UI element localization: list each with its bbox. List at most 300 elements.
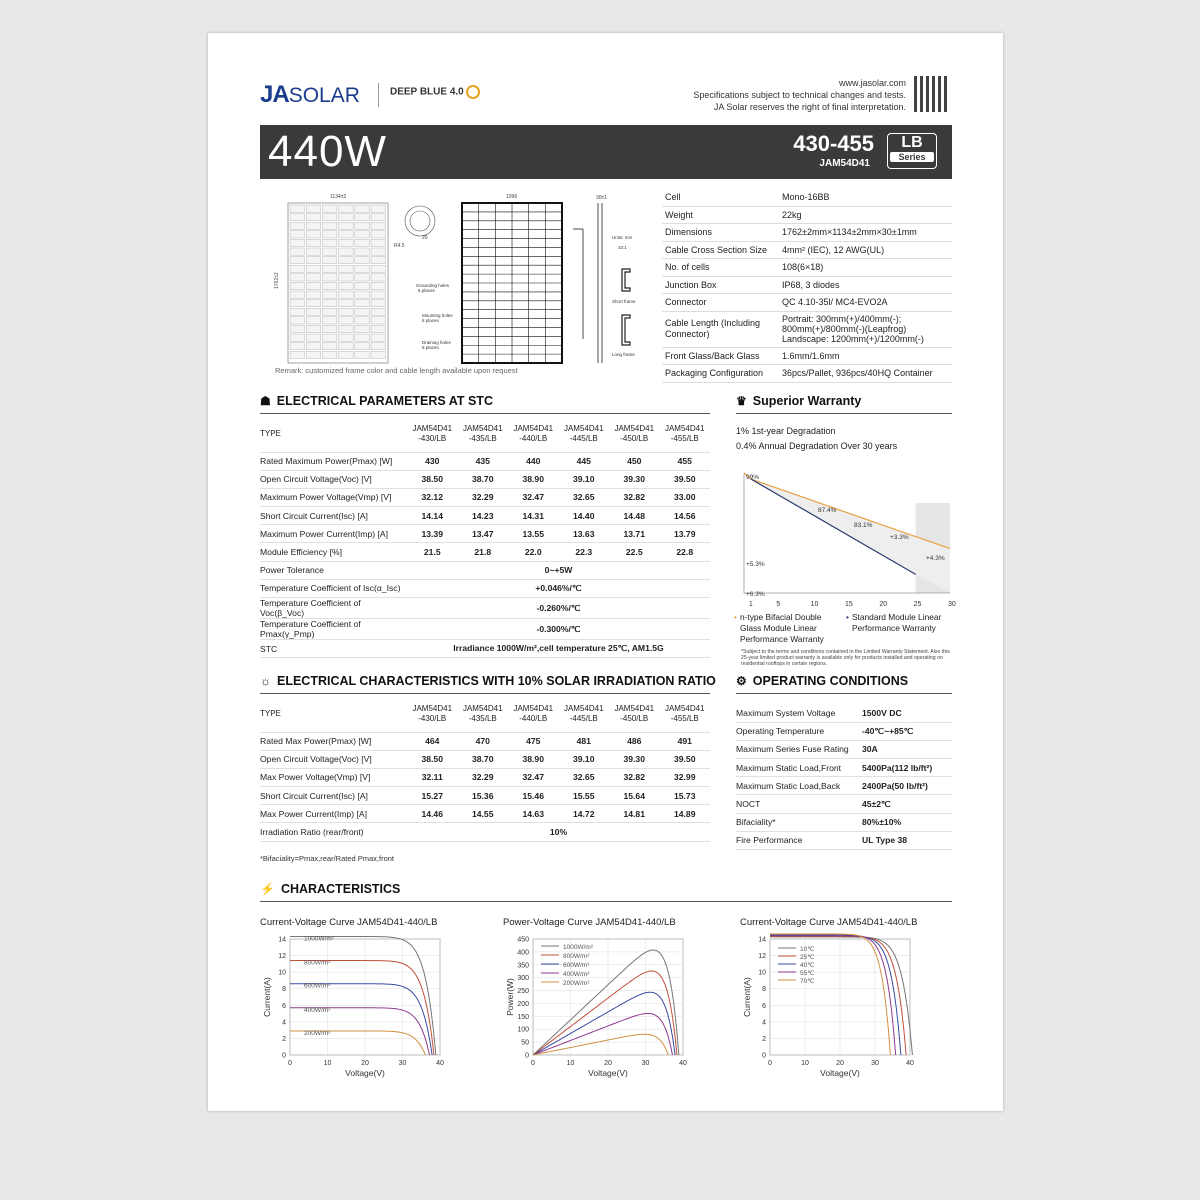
spec-value: 1.6mm/1.6mm (782, 350, 840, 361)
param-value: 15.46 (508, 787, 559, 805)
back-cell (339, 317, 354, 324)
back-cell (371, 257, 386, 264)
spec-key: Front Glass/Back Glass (665, 350, 760, 361)
table-row (260, 598, 710, 619)
spec-value: IP68, 3 diodes (782, 279, 840, 290)
y-tick-label: 12 (278, 953, 286, 961)
y-tick-label: 50 (521, 1039, 529, 1047)
param-value: 14.89 (660, 805, 711, 823)
back-cell (290, 248, 305, 255)
dim-depth: 30±1 (596, 195, 608, 201)
warranty-x-tick: 10 (810, 601, 819, 608)
param-value: 38.70 (458, 470, 509, 488)
legend-label: 200W/m² (304, 1029, 331, 1037)
table-row (260, 543, 710, 561)
param-value: 481 (559, 732, 610, 750)
back-cell (306, 265, 321, 272)
table-row (736, 831, 952, 849)
chart-title: Current-Voltage Curve JAM54D41-440/LB (260, 917, 438, 928)
legend-standard-marker: • (846, 612, 849, 622)
param-value: 13.71 (609, 525, 660, 543)
back-cell (322, 334, 337, 341)
param-value: 32.12 (407, 488, 458, 506)
legend-ntype-marker: • (734, 612, 737, 622)
x-tick-label: 20 (836, 1060, 844, 1067)
table-row (736, 722, 952, 740)
param-value: 430 (407, 452, 458, 470)
warranty-heading-icon: ♛ (736, 394, 747, 408)
chart-title: Power-Voltage Curve JAM54D41-440/LB (503, 917, 676, 928)
back-cell (339, 222, 354, 229)
legend-label: 1000W/m² (563, 944, 593, 951)
legend-label: 70℃ (800, 978, 815, 985)
back-cell (290, 291, 305, 298)
back-cell (290, 265, 305, 272)
curve-series (770, 936, 901, 1055)
back-cell (339, 334, 354, 341)
logo-divider (378, 83, 379, 107)
back-cell (355, 274, 370, 281)
back-cell (322, 214, 337, 221)
condition-value: 80%±10% (862, 813, 952, 831)
condition-label: Maximum Static Load,Back (736, 777, 862, 795)
param-value: 10% (407, 823, 710, 841)
legend-standard-text: Standard Module Linear Performance Warranty (851, 612, 942, 633)
back-cell (371, 334, 386, 341)
back-cell (306, 282, 321, 289)
brand-solar: SOLAR (288, 84, 360, 107)
spec-value: QC 4.10-35l/ MC4-EVO2A (782, 297, 888, 308)
param-value: 39.30 (609, 750, 660, 768)
param-value: 455 (660, 452, 711, 470)
notice-line-1: Specifications subject to technical changes and tests. (693, 90, 906, 100)
label-mounting-n: 8 places (422, 318, 439, 323)
x-tick-label: 10 (566, 1060, 575, 1067)
back-cell (339, 282, 354, 289)
back-cell (290, 317, 305, 324)
table-row (260, 452, 710, 470)
param-value: 32.47 (508, 768, 559, 786)
param-value: 32.82 (609, 488, 660, 506)
irr-rule (260, 693, 710, 694)
series-badge (887, 133, 937, 169)
spec-row (662, 207, 952, 225)
stc-heading-icon: ☗ (260, 394, 271, 408)
back-cell (355, 351, 370, 358)
curve-series (533, 950, 679, 1055)
y-tick-label: 10 (758, 969, 766, 977)
param-label: Power Tolerance (260, 561, 407, 579)
back-cell (371, 274, 386, 281)
condition-value: UL Type 38 (862, 831, 952, 849)
condition-label: Maximum System Voltage (736, 704, 862, 722)
qr-code-icon (914, 76, 950, 112)
param-value: 15.36 (458, 787, 509, 805)
back-cell (339, 257, 354, 264)
param-value: 38.90 (508, 470, 559, 488)
y-tick-label: 4 (282, 1019, 286, 1027)
deep-blue-logo (390, 85, 480, 99)
pv-curve-chart (501, 911, 731, 1076)
param-value: 14.40 (559, 507, 610, 525)
warranty-x-tick: 20 (879, 601, 888, 608)
param-value: 32.99 (660, 768, 711, 786)
spec-row (662, 259, 952, 277)
curve-series (770, 934, 890, 1055)
spec-row (662, 242, 952, 260)
type-header: JAM54D41 -450/LB (609, 697, 660, 732)
x-tick-label: 30 (641, 1060, 650, 1067)
back-cell (371, 308, 386, 315)
warranty-annotation: +5.3% (746, 561, 765, 568)
characteristics-heading-icon: ⚡ (260, 882, 275, 896)
banner-model: JAM54D41 (819, 158, 870, 169)
x-tick-label: 0 (288, 1060, 292, 1067)
warranty-heading (736, 394, 861, 408)
label-scale: 10:1 (618, 245, 627, 250)
back-cell (355, 325, 370, 332)
back-cell (339, 239, 354, 246)
back-cell (371, 291, 386, 298)
y-tick-label: 6 (762, 1002, 766, 1010)
param-value: 14.72 (559, 805, 610, 823)
condition-value: 5400Pa(112 lb/ft²) (862, 759, 952, 777)
y-tick-label: 14 (758, 936, 766, 944)
x-axis-label: Voltage(V) (345, 1068, 385, 1078)
back-cell (306, 351, 321, 358)
curve-series (770, 935, 896, 1055)
back-cell (290, 239, 305, 246)
back-cell (371, 325, 386, 332)
dim-inner: 1096 (506, 194, 518, 200)
warranty-chart (730, 465, 956, 610)
condition-label: Maximum Series Fuse Rating (736, 740, 862, 758)
param-value: 464 (407, 732, 458, 750)
warranty-title: Superior Warranty (752, 394, 862, 408)
back-cell (290, 205, 305, 212)
back-cell (322, 248, 337, 255)
back-cell (306, 231, 321, 238)
back-cell (371, 222, 386, 229)
back-cell (306, 325, 321, 332)
param-value: 22.0 (508, 543, 559, 561)
param-value: 15.73 (660, 787, 711, 805)
stc-title: ELECTRICAL PARAMETERS AT STC (276, 394, 493, 408)
back-cell (355, 300, 370, 307)
warranty-annotation: +3.3% (890, 534, 909, 541)
y-tick-label: 150 (517, 1013, 529, 1021)
back-cell (290, 308, 305, 315)
param-value: 470 (458, 732, 509, 750)
back-cell (339, 343, 354, 350)
param-value: 440 (508, 452, 559, 470)
table-row (736, 777, 952, 795)
back-cell (339, 248, 354, 255)
bifaciality-note: *Bifaciality=Pmax,rear/Rated Pmax,front (260, 854, 395, 863)
back-cell (306, 214, 321, 221)
label-grounding-n: 6 places (418, 288, 435, 293)
back-cell (290, 214, 305, 221)
x-tick-label: 30 (871, 1060, 879, 1067)
dim-height: 1762±2 (274, 272, 280, 289)
back-cell (371, 265, 386, 272)
param-value: 14.56 (660, 507, 711, 525)
condition-label: Operating Temperature (736, 722, 862, 740)
back-cell (355, 205, 370, 212)
param-value: 32.47 (508, 488, 559, 506)
frame-profiles (622, 269, 630, 345)
spec-row (662, 312, 952, 348)
type-header: JAM54D41 -430/LB (407, 697, 458, 732)
back-cell (339, 274, 354, 281)
deep-blue-ring-icon (466, 85, 480, 99)
param-label: Max Power Voltage(Vmp) [V] (260, 768, 407, 786)
param-value: -0.300%/℃ (407, 619, 710, 640)
back-cell (322, 222, 337, 229)
warranty-annotation: 83.1% (854, 522, 873, 529)
param-value: 22.3 (559, 543, 610, 561)
back-cell (339, 325, 354, 332)
param-value: 13.79 (660, 525, 711, 543)
y-axis-label: Power(W) (505, 978, 515, 1016)
operating-heading (736, 674, 908, 688)
table-row (260, 768, 710, 786)
y-tick-label: 10 (278, 969, 286, 977)
x-tick-label: 0 (531, 1060, 535, 1067)
back-cell (306, 291, 321, 298)
table-row (260, 787, 710, 805)
back-cell (355, 282, 370, 289)
param-value: 13.55 (508, 525, 559, 543)
stc-table (260, 417, 710, 658)
notice-line-2: JA Solar reserves the right of final interpretation. (713, 102, 906, 112)
param-label: Irradiation Ratio (rear/front) (260, 823, 407, 841)
irr-heading (260, 674, 716, 688)
param-label: STC (260, 640, 407, 658)
table-row (260, 470, 710, 488)
spec-key: Junction Box (665, 279, 717, 290)
condition-value: 45±2℃ (862, 795, 952, 813)
param-label: Maximum Power Voltage(Vmp) [V] (260, 488, 407, 506)
curve-series (290, 984, 432, 1055)
param-label: Rated Maximum Power(Pmax) [W] (260, 452, 407, 470)
back-cell (371, 282, 386, 289)
condition-label: Bifaciality* (736, 813, 862, 831)
param-value: 445 (559, 452, 610, 470)
ja-solar-logo (260, 81, 360, 109)
param-value: 39.10 (559, 470, 610, 488)
y-tick-label: 2 (282, 1035, 286, 1043)
y-tick-label: 4 (762, 1019, 766, 1027)
condition-label: Maximum Static Load,Front (736, 759, 862, 777)
curve-series (290, 937, 436, 1055)
label-mounting: Mounting holes (422, 313, 453, 318)
back-cell (322, 274, 337, 281)
curve-series (770, 936, 906, 1055)
legend-label: 400W/m² (304, 1006, 331, 1014)
param-value: 32.11 (407, 768, 458, 786)
spec-row (662, 365, 952, 383)
param-value: 38.50 (407, 470, 458, 488)
spec-row (662, 277, 952, 295)
type-header: JAM54D41 -455/LB (660, 697, 711, 732)
back-cell (371, 214, 386, 221)
warranty-annotation: 87.4% (818, 507, 837, 514)
condition-value: 1500V DC (862, 704, 952, 722)
back-cell (339, 265, 354, 272)
spec-row (662, 348, 952, 366)
website-link[interactable]: www.jasolar.com (838, 78, 906, 88)
table-row (736, 795, 952, 813)
legend-label: 600W/m² (563, 962, 590, 969)
table-row (736, 759, 952, 777)
table-row (260, 823, 710, 841)
type-header: JAM54D41 -435/LB (458, 697, 509, 732)
mechanical-specs-table (662, 189, 952, 383)
label-long-frame: Long frame (612, 352, 635, 357)
back-cell (339, 214, 354, 221)
param-value: 13.63 (559, 525, 610, 543)
back-cell (322, 291, 337, 298)
back-cell (306, 222, 321, 229)
param-value: 21.8 (458, 543, 509, 561)
iv-curve-temperature-chart (738, 911, 958, 1076)
y-tick-label: 100 (517, 1026, 529, 1034)
param-value: 486 (609, 732, 660, 750)
spec-row (662, 224, 952, 242)
condition-value: 30A (862, 740, 952, 758)
spec-key: Weight (665, 209, 693, 220)
warranty-x-tick: 5 (776, 601, 781, 608)
spec-value: 1762±2mm×1134±2mm×30±1mm (782, 227, 917, 238)
param-value: 21.5 (407, 543, 458, 561)
param-value: 14.46 (407, 805, 458, 823)
back-cell (355, 231, 370, 238)
operating-rule (736, 693, 952, 694)
legend-standard (846, 612, 952, 645)
back-cell (290, 343, 305, 350)
warranty-line-1: 1% 1st-year Degradation (736, 426, 836, 436)
table-row (260, 640, 710, 658)
param-value: 39.10 (559, 750, 610, 768)
label-grounding: Grounding holes (416, 283, 450, 288)
back-cell (339, 291, 354, 298)
stc-heading (260, 394, 493, 408)
param-value: 14.81 (609, 805, 660, 823)
irr-title: ELECTRICAL CHARACTERISTICS WITH 10% SOLAR IRRADIATION RATIO (277, 674, 716, 688)
param-value: 32.65 (559, 768, 610, 786)
sub-brand: DEEP BLUE 4.0 (390, 86, 464, 98)
x-tick-label: 40 (436, 1060, 444, 1067)
param-value: 15.55 (559, 787, 610, 805)
param-value: 39.50 (660, 470, 711, 488)
label-draining: Draining holes (422, 340, 451, 345)
param-value: 435 (458, 452, 509, 470)
table-row (260, 579, 710, 597)
back-cell (306, 205, 321, 212)
param-value: 22.8 (660, 543, 711, 561)
banner-power: 440W (268, 127, 387, 176)
condition-label: Fire Performance (736, 831, 862, 849)
legend-label: 600W/m² (304, 982, 331, 990)
dim-width: 1134±2 (330, 194, 347, 200)
y-tick-label: 0 (762, 1052, 766, 1060)
legend-label: 55℃ (800, 970, 815, 977)
operating-table (736, 704, 952, 850)
y-axis-label: Current(A) (262, 977, 272, 1017)
table-header-row (260, 417, 710, 452)
table-row (260, 619, 710, 640)
param-label: Temperature Coefficient of Isc(α_Isc) (260, 579, 407, 597)
spec-key: Cell (665, 192, 681, 203)
table-row (260, 750, 710, 768)
legend-label: 1000W/m² (304, 935, 334, 943)
irr-heading-icon: ☼ (260, 674, 271, 688)
back-cell (322, 205, 337, 212)
param-value: 39.50 (660, 750, 711, 768)
back-cell (290, 334, 305, 341)
back-cell (290, 231, 305, 238)
back-cell (355, 214, 370, 221)
back-cell (306, 257, 321, 264)
warranty-footnote: *Subject to the terms and conditions contained in the Limited Warranty Statement. Also this 25-year limited product warranty is available only for products installed and operating on residential rooftops in certain regions. (741, 649, 950, 667)
spec-key: Cable Cross Section Size (665, 244, 768, 255)
back-cell (371, 231, 386, 238)
operating-heading-icon: ⚙ (736, 674, 747, 688)
back-cell (322, 257, 337, 264)
detail-circle (394, 206, 435, 249)
back-cell (322, 239, 337, 246)
back-cell (355, 291, 370, 298)
back-cell (355, 334, 370, 341)
chart-title: Current-Voltage Curve JAM54D41-440/LB (740, 917, 918, 928)
param-value: 32.82 (609, 768, 660, 786)
back-cell (306, 239, 321, 246)
characteristics-title: CHARACTERISTICS (280, 882, 401, 896)
y-tick-label: 0 (525, 1052, 529, 1060)
param-label: Short Circuit Current(Isc) [A] (260, 787, 407, 805)
back-cell (371, 205, 386, 212)
legend-label: 800W/m² (304, 959, 331, 967)
back-cell (306, 317, 321, 324)
spec-value: 22kg (782, 209, 802, 220)
back-cell (306, 308, 321, 315)
back-cell (306, 300, 321, 307)
stc-rule (260, 413, 710, 414)
label-draining-n: 8 places (422, 345, 439, 350)
back-cell (322, 282, 337, 289)
spec-row (662, 294, 952, 312)
x-tick-label: 0 (768, 1060, 772, 1067)
datasheet-page (208, 33, 1003, 1111)
param-label: Open Circuit Voltage(Voc) [V] (260, 750, 407, 768)
curve-series (770, 937, 912, 1055)
back-cell (306, 248, 321, 255)
back-cell (355, 265, 370, 272)
table-row (260, 507, 710, 525)
param-value: 22.5 (609, 543, 660, 561)
characteristics-rule (260, 901, 952, 902)
back-cell (290, 274, 305, 281)
back-cell (339, 300, 354, 307)
back-cell (322, 343, 337, 350)
type-header: JAM54D41 -430/LB (407, 417, 458, 452)
param-value: +0.046%/℃ (407, 579, 710, 597)
param-value: 14.48 (609, 507, 660, 525)
back-cell (371, 351, 386, 358)
param-value: 0~+5W (407, 561, 710, 579)
label-units: Units: mm (612, 235, 633, 240)
